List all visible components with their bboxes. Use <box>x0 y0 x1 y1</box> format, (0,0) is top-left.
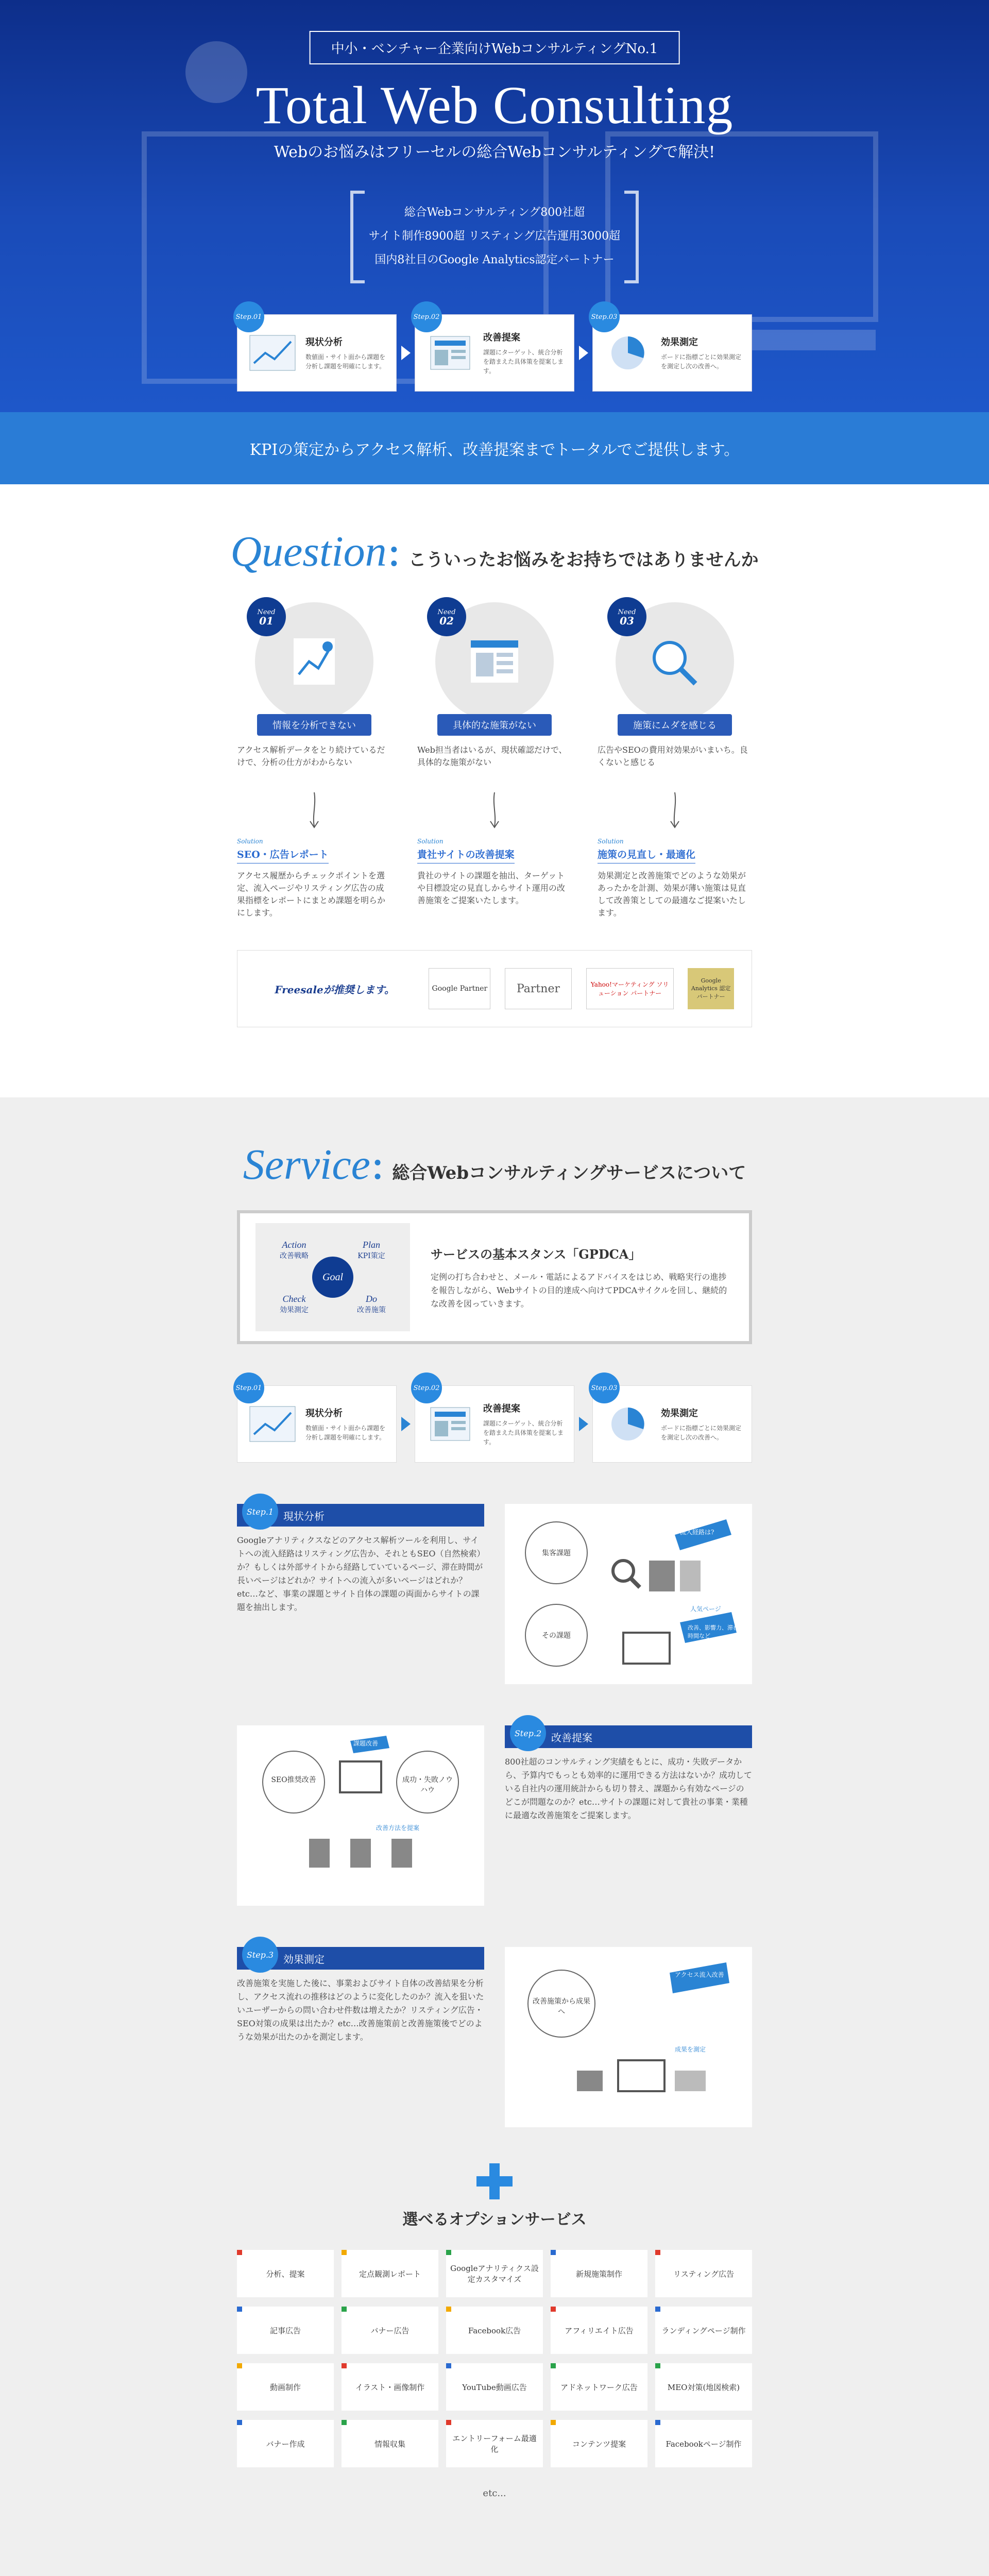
need-text: Web担当者はいるが、現状確認だけで、具体的な施策がない <box>417 745 567 767</box>
need-number: 03 <box>620 615 634 627</box>
gpdca-cell-en: Do <box>366 1294 377 1304</box>
need-word: Need <box>257 608 276 616</box>
option-item: Facebook広告 <box>446 2307 543 2354</box>
step-badge: Step.2 <box>510 1715 546 1751</box>
options-etc: etc... <box>483 2488 506 2499</box>
option-item: 動画制作 <box>237 2363 334 2411</box>
option-item: MEO対策(地図検索) <box>655 2363 752 2411</box>
need-item <box>237 602 391 919</box>
step-body: Googleアナリティクスなどのアクセス解析ツールを利用し、サイトへの流入経路はリスティング広告か、それともSEO（自然検索）か？もしくは外部サイトから経路していているページ、滞在時間が長いページはどれか？サイトへの流入が多いページはどれか？etc…など、事業の課題とサイト自体の課題の両面からサイトの課題を抽出します。 <box>237 1535 483 1612</box>
solution-text: 貴社のサイトの課題を抽出、ターゲットや目標設定の見直しからサイト運用の改善施策をご提案いたします。 <box>417 871 565 905</box>
option-corner-marker <box>237 2420 242 2425</box>
option-corner-marker <box>446 2250 451 2255</box>
solution-block <box>598 838 752 919</box>
bracket-right <box>624 191 639 283</box>
need-illustration <box>616 602 734 721</box>
hero-steps <box>237 314 752 392</box>
heading-colon: : <box>386 526 401 576</box>
solution-title: 施策の見直し・最適化 <box>598 847 695 863</box>
step-number: Step.03 <box>589 301 620 332</box>
step-bar <box>505 1725 752 1748</box>
gpdca-cell-en: Check <box>282 1294 306 1304</box>
analytics-partner-logo: Google Analytics 認定パートナー <box>688 968 734 1009</box>
step-number: Step.02 <box>411 1372 442 1403</box>
solution-title: SEO・広告レポート <box>237 847 329 863</box>
option-item: アフィリエイト広告 <box>551 2307 647 2354</box>
options-title: 選べるオプションサービス <box>402 2211 587 2229</box>
option-corner-marker <box>237 2250 242 2255</box>
gpdca-diagram <box>255 1223 410 1331</box>
option-item: リスティング広告 <box>655 2250 752 2297</box>
ill-tag: 課題改善 <box>353 1740 379 1747</box>
step-bar-title: 効果測定 <box>283 1953 325 1965</box>
step-title: 現状分析 <box>305 337 343 348</box>
yahoo-partner-logo: Yahoo!マーケティング ソリューション パートナー <box>586 968 674 1009</box>
step-illustration <box>237 1725 484 1906</box>
option-item: エントリーフォーム最適化 <box>446 2420 543 2467</box>
option-item: 定点観測レポート <box>342 2250 438 2297</box>
step-illustration <box>505 1504 752 1684</box>
step-title: 改善提案 <box>483 1403 520 1414</box>
pie-chart-illustration-icon <box>603 332 653 374</box>
need-badge <box>607 597 646 636</box>
step-title: 効果測定 <box>661 337 698 348</box>
ill-label: 成功・失敗ノウハウ <box>402 1776 453 1794</box>
step-card <box>592 314 752 392</box>
webpage-icon <box>464 633 525 690</box>
freesale-logo: Freesaleが推奨します。 <box>275 983 395 996</box>
hero-title: Total Web Consulting <box>255 76 734 135</box>
step-badge: Step.1 <box>242 1494 278 1530</box>
need-badge <box>427 597 466 636</box>
step-card <box>592 1385 752 1463</box>
step-desc: 数値面・サイト面から課題を分析し課題を明確にします。 <box>305 1425 386 1441</box>
heading-en: Question <box>230 528 387 575</box>
step-block <box>237 1725 752 1906</box>
option-item: Facebookページ制作 <box>655 2420 752 2467</box>
ill-label: 集客課題 <box>542 1549 571 1557</box>
google-partner-logo: Google Partner <box>429 968 490 1009</box>
hero-subtitle: Webのお悩みはフリーセルの総合Webコンサルティングで解決! <box>274 143 715 161</box>
option-item: YouTube動画広告 <box>446 2363 543 2411</box>
need-word: Need <box>437 608 456 616</box>
needs-list <box>237 602 752 919</box>
step-desc: ボードに指標ごとに効果測定を測定し次の改善へ。 <box>661 353 742 370</box>
step-bar <box>237 1504 484 1527</box>
need-text: アクセス解析データをとり続けているだけで、分析の仕方がわからない <box>237 745 385 767</box>
step-number: Step.02 <box>411 301 442 332</box>
ill-tag: 改善方法を提案 <box>376 1824 420 1832</box>
solution-kicker: Solution <box>598 838 624 845</box>
hero-badge: 中小・ベンチャー企業向けWebコンサルティングNo.1 <box>310 31 680 64</box>
heading-ja: こういったお悩みをお持ちではありませんか <box>408 550 759 570</box>
stat-line: 国内8社目のGoogle Analytics認定パートナー <box>374 253 615 266</box>
need-illustration <box>255 602 373 721</box>
ill-label: SEO推奨改善 <box>271 1776 316 1784</box>
step-card <box>415 314 574 392</box>
step-title: 改善提案 <box>483 332 520 343</box>
step-title: 現状分析 <box>305 1408 343 1419</box>
hero-section <box>0 0 989 484</box>
step-bar-title: 改善提案 <box>551 1731 592 1744</box>
option-item: 情報収集 <box>342 2420 438 2467</box>
step-bar-title: 現状分析 <box>283 1510 325 1522</box>
analytics-icon <box>283 633 345 690</box>
need-label: 具体的な施策がない <box>437 714 552 736</box>
stat-line: サイト制作8900超 リスティング広告運用3000超 <box>368 230 621 243</box>
stat-line: 総合Webコンサルティング800社超 <box>404 206 585 219</box>
step-number: Step.01 <box>233 1372 264 1403</box>
option-item: バナー作成 <box>237 2420 334 2467</box>
step-desc: 課題にターゲット、統合分析を踏まえた具体策を提案します。 <box>483 349 564 375</box>
step-title: 効果測定 <box>661 1408 698 1419</box>
ill-label: その課題 <box>542 1632 571 1640</box>
ill-label: 改善施策から成果へ <box>533 1997 590 2016</box>
option-corner-marker <box>551 2363 556 2368</box>
option-corner-marker <box>237 2363 242 2368</box>
option-item: バナー広告 <box>342 2307 438 2354</box>
option-corner-marker <box>342 2250 347 2255</box>
gpdca-cell-ja: 効果測定 <box>280 1306 309 1314</box>
arrow-right-icon <box>401 346 411 360</box>
option-item: 記事広告 <box>237 2307 334 2354</box>
step-card <box>415 1385 574 1463</box>
need-label: 情報を分析できない <box>257 714 371 736</box>
ill-tag: 成果を測定 <box>675 2046 706 2053</box>
gpdca-cell-ja: 改善戦略 <box>280 1252 309 1260</box>
search-icon <box>644 633 706 690</box>
document-illustration-icon <box>425 332 475 374</box>
option-corner-marker <box>551 2307 556 2312</box>
solution-block <box>237 838 391 919</box>
option-corner-marker <box>655 2307 660 2312</box>
option-corner-marker <box>551 2420 556 2425</box>
option-corner-marker <box>655 2250 660 2255</box>
step-number: Step.03 <box>589 1372 620 1403</box>
chart-illustration-icon <box>248 332 297 374</box>
step-desc: 数値面・サイト面から課題を分析し課題を明確にします。 <box>305 353 386 370</box>
arrow-down-icon <box>654 789 695 831</box>
option-item: 分析、提案 <box>237 2250 334 2297</box>
step-bar <box>237 1947 484 1970</box>
option-item: Googleアナリティクス設定カスタマイズ <box>446 2250 543 2297</box>
arrow-right-icon <box>579 346 588 360</box>
option-corner-marker <box>446 2420 451 2425</box>
step-number: Step.01 <box>233 301 264 332</box>
ill-tag: アクセス流入改善 <box>675 1971 724 1978</box>
service-steps <box>237 1385 752 1463</box>
arrow-right-icon <box>401 1417 411 1431</box>
step-badge: Step.3 <box>242 1937 278 1973</box>
heading-ja: 総合Webコンサルティングサービスについて <box>392 1163 746 1183</box>
solution-block <box>417 838 572 907</box>
option-item: ランディングページ制作 <box>655 2307 752 2354</box>
section-heading <box>0 484 989 577</box>
document-illustration-icon <box>425 1403 475 1445</box>
option-item: イラスト・画像制作 <box>342 2363 438 2411</box>
partner-logo: Partner <box>505 968 572 1009</box>
need-item <box>598 602 752 919</box>
partner-logos <box>237 950 752 1027</box>
proposal-diagram-icon <box>237 1725 484 1906</box>
arrow-down-icon <box>474 789 515 831</box>
solution-text: アクセス履歴からチェックポイントを選定、流入ページやリスティング広告の成果指標をレポートにまとめ課題を明らかにします。 <box>237 871 386 918</box>
option-corner-marker <box>342 2363 347 2368</box>
gpdca-cell-en: Action <box>282 1240 306 1250</box>
need-label: 施策にムダを感じる <box>618 714 732 736</box>
solution-title: 貴社サイトの改善提案 <box>417 847 515 863</box>
step-body: 800社超のコンサルティング実績をもとに、成功・失敗データから、予算内でもっとも効率的に運用できる方法はないか？成功している自社内の運用統計からも切り替え、課題から有効なページのどこが問題なのか？etc…サイトの課題に対して貴社の事業・業種に最適な改善施策をご提案します。 <box>505 1757 753 1820</box>
plus-icon <box>476 2163 513 2199</box>
heading-colon: : <box>370 1139 385 1189</box>
solution-text: 効果測定と改善施策でどのような効果があったかを計測、効果が薄い施策は見直して改善策としての最適なご提案いたします。 <box>598 871 746 918</box>
solution-kicker: Solution <box>417 838 444 845</box>
ill-tag: 人気ページ <box>690 1605 721 1613</box>
option-corner-marker <box>446 2307 451 2312</box>
gpdca-cell-ja: 改善施策 <box>357 1306 386 1314</box>
option-corner-marker <box>237 2307 242 2312</box>
option-item: コンテンツ提案 <box>551 2420 647 2467</box>
gpdca-title: サービスの基本スタンス「GPDCA」 <box>431 1246 641 1262</box>
arrow-down-icon <box>294 789 335 831</box>
bracket-left <box>350 191 365 283</box>
step-desc: ボードに指標ごとに効果測定を測定し次の改善へ。 <box>661 1425 742 1441</box>
need-text: 広告やSEOの費用対効果がいまいち。良くないと感じる <box>598 745 748 767</box>
step-body: 改善施策を実施した後に、事業およびサイト自体の改善結果を分析し、アクセス流れの推移はどのように変化したのか？流入を狙いたいユーザーからの問い合わせ件数は増えたか？リスティング広告・SEO対策の成果は出たか？etc…改善施策前と改善施策後でどのような効果が出たのかを測定します。 <box>237 1978 484 2042</box>
need-item <box>417 602 572 919</box>
gpdca-cell-ja: KPI策定 <box>357 1252 385 1260</box>
hero-stats <box>350 191 639 283</box>
step-illustration <box>505 1947 752 2127</box>
ill-tag: 流入経路は? <box>680 1529 714 1536</box>
ill-tag: 改善、影響力、滞在時間など <box>688 1624 739 1639</box>
option-corner-marker <box>342 2307 347 2312</box>
need-illustration <box>435 602 554 721</box>
step-block <box>237 1947 752 2127</box>
service-section <box>0 1097 989 2576</box>
need-number: 02 <box>439 615 454 627</box>
step-card <box>237 1385 397 1463</box>
kpi-banner: KPIの策定からアクセス解析、改善提案までトータルでご提供します。 <box>0 412 989 484</box>
heading-en: Service <box>243 1141 370 1189</box>
option-corner-marker <box>655 2420 660 2425</box>
step-block <box>237 1504 752 1684</box>
need-badge <box>247 597 286 636</box>
chart-illustration-icon <box>248 1403 297 1445</box>
arrow-right-icon <box>579 1417 588 1431</box>
pie-chart-illustration-icon <box>603 1403 653 1445</box>
section-heading <box>0 1097 989 1190</box>
step-desc: 課題にターゲット、統合分析を踏まえた具体策を提案します。 <box>483 1420 564 1446</box>
options-grid <box>237 2250 752 2467</box>
option-corner-marker <box>655 2363 660 2368</box>
gpdca-cell-en: Plan <box>363 1240 380 1250</box>
solution-kicker: Solution <box>237 838 263 845</box>
question-section <box>0 484 989 1097</box>
gpdca-text: 定例の打ち合わせと、メール・電話によるアドバイスをはじめ、戦略実行の進捗を報告しながら、Webサイトの目的達成へ向けてPDCAサイクルを回し、継続的な改善を図っていきます。 <box>431 1272 727 1309</box>
need-number: 01 <box>259 615 274 627</box>
gpdca-box <box>237 1210 752 1344</box>
step-card <box>237 314 397 392</box>
option-item: アドネットワーク広告 <box>551 2363 647 2411</box>
option-corner-marker <box>446 2363 451 2368</box>
option-corner-marker <box>551 2250 556 2255</box>
gpdca-goal: Goal <box>312 1257 353 1298</box>
option-item: 新規施策制作 <box>551 2250 647 2297</box>
option-corner-marker <box>342 2420 347 2425</box>
need-word: Need <box>618 608 636 616</box>
